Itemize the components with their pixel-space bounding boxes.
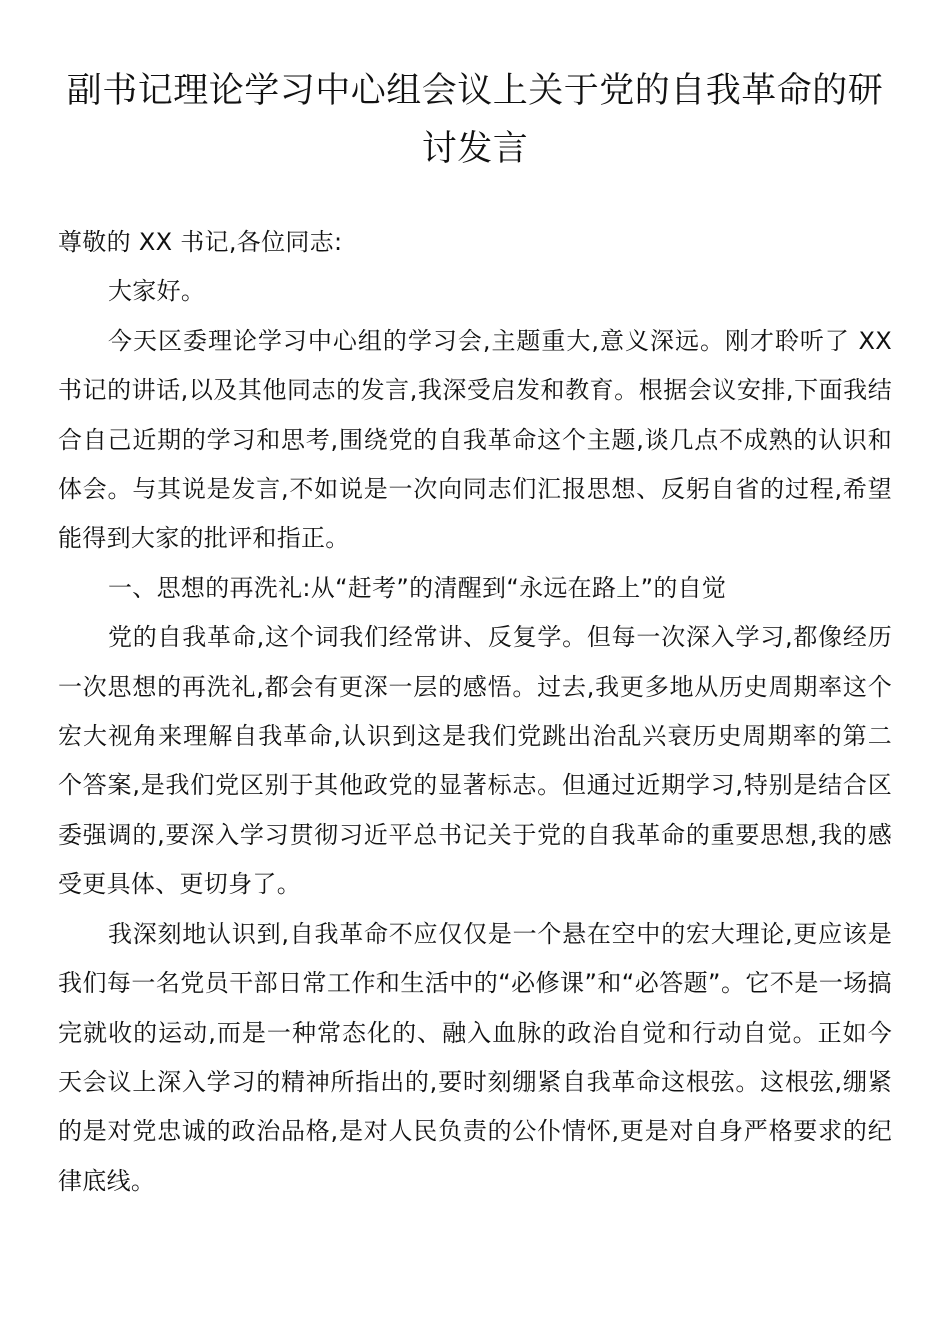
section-heading: 一、思想的再洗礼:从“赶考”的清醒到“永远在路上”的自觉	[108, 573, 727, 602]
salutation: 尊敬的 XX 书记,各位同志:	[58, 228, 343, 256]
body-paragraph: 党的自我革命,这个词我们经常讲、反复学。但每一次深入学习,都像经历一次思想的再洗礼,都会有更深一层的感悟。过去,我更多地从历史周期率这个宏大视角来理解自我革命,认识到这是我们党跳出治乱兴衰历史周期率的第二个答案,是我们党区别于其他政党的显著标志。但通过近期学习,特别是结合区委强调的,要深入学习贯彻习近平总书记关于党的自我革命的重要思想,我的感受更具体、更切身了。	[58, 623, 892, 899]
body-paragraph: 我深刻地认识到,自我革命不应仅仅是一个悬在空中的宏大理论,更应该是我们每一名党员干部日常工作和生活中的“必修课”和“必答题”。它不是一场搞完就收的运动,而是一种常态化的、融入血脉的政治自觉和行动自觉。正如今天会议上深入学习的精神所指出的,要时刻绷紧自我革命这根弦。这根弦,绷紧的是对党忠诚的政治品格,是对人民负责的公仆情怀,更是对自身严格要求的纪律底线。	[58, 919, 892, 1195]
document-body	[58, 218, 892, 1206]
greeting-paragraph: 大家好。	[108, 277, 206, 306]
opening-paragraph: 今天区委理论学习中心组的学习会,主题重大,意义深远。刚才聆听了 XX 书记的讲话,以及其他同志的发言,我深受启发和教育。根据会议安排,下面我结合自己近期的学习和思考,围绕党的自我革命这个主题,谈几点不成熟的认识和体会。与其说是发言,不如说是一次向同志们汇报思想、反躬自省的过程,希望能得到大家的批评和指正。	[58, 326, 892, 553]
document-title: 副书记理论学习中心组会议上关于党的自我革命的研讨发言	[66, 71, 884, 169]
